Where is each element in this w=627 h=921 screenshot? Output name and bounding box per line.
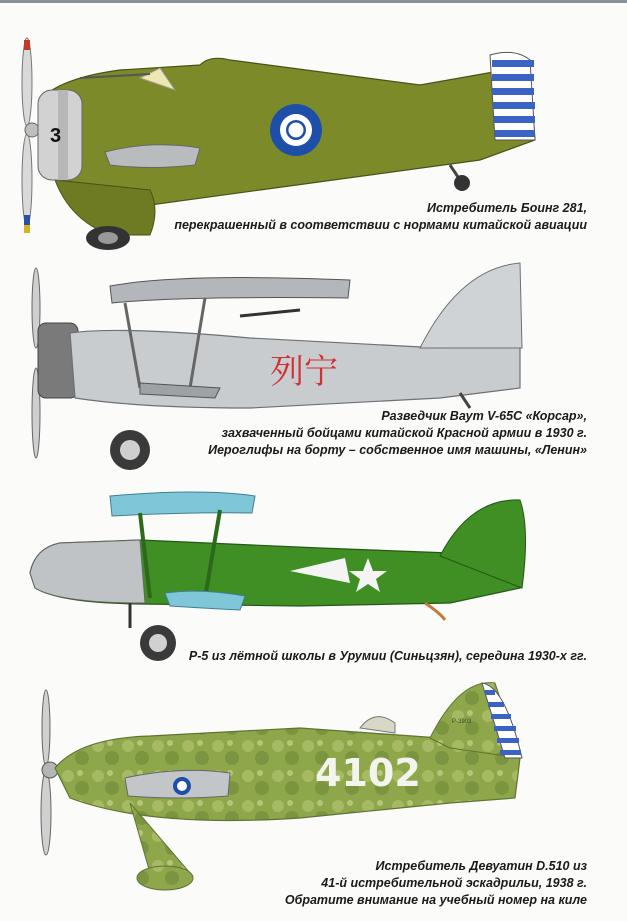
caption-line: Обратите внимание на учебный номер на киле — [284, 893, 587, 907]
caption-line: Истребитель Боинг 281, — [426, 201, 587, 215]
roc-roundel-icon — [270, 104, 322, 156]
caption-dewoitine-d510 — [285, 858, 587, 909]
fuselage-number: 4102 — [315, 751, 421, 795]
page-top-border — [0, 0, 627, 3]
caption-r5 — [189, 648, 587, 665]
caption-line: перекрашенный в соответствии с нормами китайской авиации — [174, 218, 587, 232]
caption-line: Разведчик Ваут V-65C «Корсар», — [381, 409, 587, 423]
caption-line: Истребитель Девуатин D.510 из — [375, 859, 587, 873]
caption-boeing-281 — [174, 200, 587, 234]
caption-line: захваченный бойцами китайской Красной армии в 1930 г. — [221, 426, 587, 440]
nose-number: 3 — [50, 125, 62, 147]
caption-line: 41-й истребительной эскадрильи, 1938 г. — [321, 876, 587, 890]
roc-roundel-icon — [173, 777, 191, 795]
tail-number: P-3903 — [452, 719, 472, 725]
r5-illustration — [0, 488, 627, 668]
caption-line: Р-5 из лётной школы в Урумии (Синьцзян), середина 1930-х гг. — [188, 649, 587, 663]
propeller-icon — [41, 690, 58, 855]
hieroglyph-marking: 列宁 — [270, 352, 338, 392]
caption-vought-v65c — [208, 408, 587, 459]
caption-line: Иероглифы на борту – собственное имя машины, «Ленин» — [208, 443, 587, 457]
propeller-icon — [22, 38, 39, 233]
